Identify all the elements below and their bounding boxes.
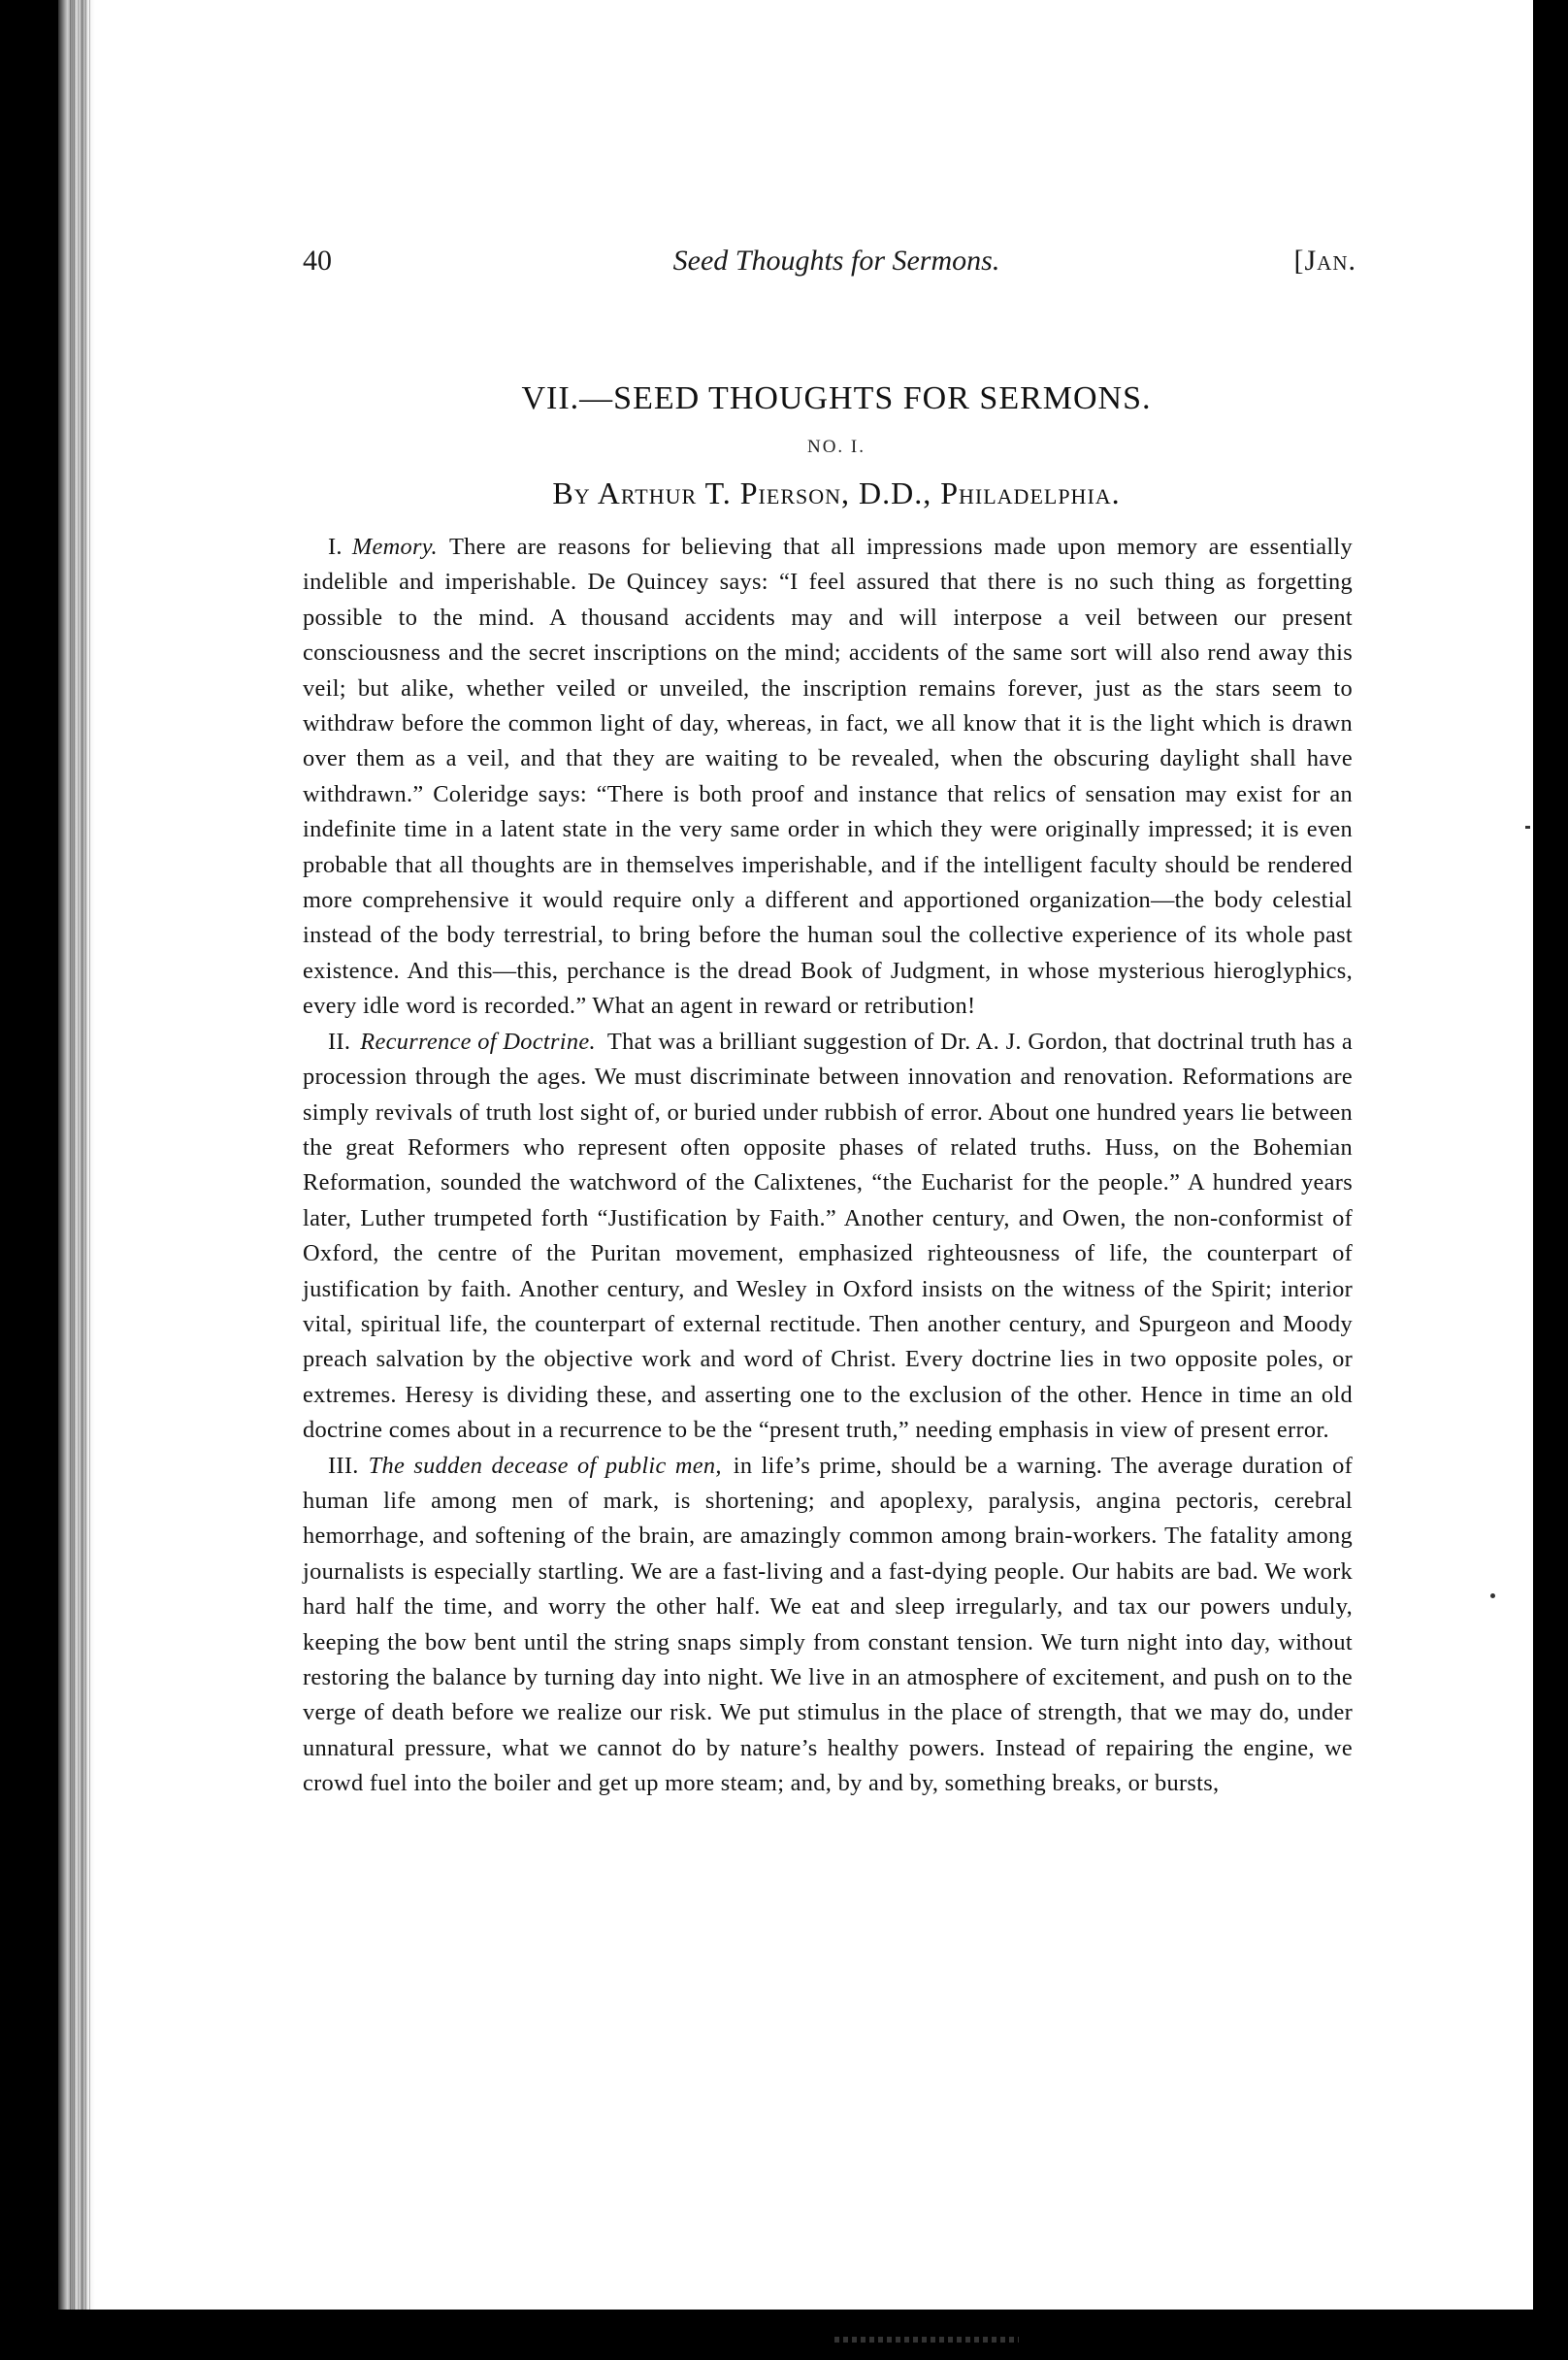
page-edge-lines (70, 0, 91, 2310)
article-title: VII.—SEED THOUGHTS FOR SERMONS. (521, 380, 1152, 416)
bottom-scan-artifact (834, 2337, 1019, 2343)
scan-speck (1490, 1593, 1495, 1598)
paragraph-sudden-decease (303, 1449, 1353, 1802)
paragraph-heading: The sudden decease of public men, (368, 1452, 722, 1479)
page-number: 40 (303, 245, 332, 277)
running-head (303, 245, 1370, 283)
article-body (303, 530, 1353, 2257)
paragraph-text: in life’s prime, should be a warning. The average duration of human life among men of mark, is shortening; and apoplexy, paralysis, angina pectoris, cerebral hemorrhage, and softening of the brain, are amazingly common among brain-workers. The fatality among journalists is especially startling. We are a fast-living and a fast-dying people. Our habits are bad. We work hard half the time, and worry the other half. We eat and sleep irregularly, and tax our powers unduly, keeping the bow bent until the string snaps simply from constant tension. We turn night into day, without restoring the balance by turning day into night. We live in an atmosphere of excitement, and push on to the verge of death before we realize our risk. We put stimulus in the place of strength, that we may do, under unnatural pressure, what we cannot do by nature’s healthy powers. Instead of repairing the engine, we crowd fuel into the boiler and get up more steam; and, by and by, something breaks, or bursts, (303, 1452, 1353, 1797)
paragraph-text: There are reasons for believing that all impressions made upon memory are essentially indelible and imperishable. De Quincey says: “I feel assured that there is no such thing as forgetting possible to the mind. A thousand accidents may and will interpose a veil between our present consciousness and the secret inscriptions on the mind; accidents of the same sort will also rend away this veil; but alike, whether veiled or unveiled, the inscription remains forever, just as the stars seem to withdraw before the common light of day, whereas, in fact, we all know that it is the light which is drawn over them as a veil, and that they are waiting to be revealed, when the obscuring daylight shall have withdrawn.” Coleridge says: “There is both proof and instance that relics of sensation may exist for an indefinite time in a latent state in the very same order in which they were originally impressed; it is even probable that all thoughts are in themselves imperishable, and if the intelligent faculty should be rendered more comprehensive it would require only a different and apportioned organization—the body celestial instead of the body terrestrial, to bring before the human soul the collective experience of its whole past existence. And this—this, perchance is the dread Book of Judgment, in whose mysterious hieroglyphics, every idle word is recorded.” What an agent in reward or retribution! (303, 534, 1353, 1020)
running-head-month: [Jan. (1293, 245, 1356, 277)
paragraph-text: That was a brilliant suggestion of Dr. A. J. Gordon, that doctrinal truth has a procession through the ages. We must discriminate between innovation and renovation. Reformations are simply revivals of truth lost sight of, or buried under rubbish of error. About one hundred years lie between the great Reformers who represent often opposite phases of related truths. Huss, on the Bohemian Reformation, sounded the watchword of the Calixtenes, “the Eucharist for the people.” A hundred years later, Luther trumpeted forth “Justification by Faith.” Another century, and Owen, the non-conformist of Oxford, the centre of the Puritan movement, emphasized righteousness of life, the counterpart of justification by faith. Another century, and Wesley in Oxford insists on the witness of the Spirit; interior vital, spiritual life, the counterpart of external rectitude. Then another century, and Spurgeon and Moody preach salvation by the objective work and word of Christ. Every doctrine lies in two opposite poles, or extremes. Heresy is dividing these, and asserting one to the exclusion of the other. Hence in time an old doctrine comes about in a recurrence to be the “present truth,” needing emphasis in view of present error. (303, 1028, 1353, 1444)
running-head-title: Seed Thoughts for Sermons. (672, 245, 1000, 277)
paragraph-numeral: III. (328, 1452, 359, 1479)
scan-speck (1525, 826, 1530, 829)
paragraph-memory (303, 530, 1353, 1025)
paragraph-heading: Recurrence of Doctrine. (360, 1028, 596, 1055)
paragraph-numeral: II. (328, 1028, 351, 1055)
paragraph-numeral: I. (328, 534, 343, 560)
article-number: NO. I. (806, 437, 866, 457)
paragraph-recurrence-of-doctrine (303, 1025, 1353, 1449)
paragraph-heading: Memory. (351, 534, 438, 560)
article-byline: By Arthur T. Pierson, D.D., Philadelphia. (552, 475, 1121, 510)
